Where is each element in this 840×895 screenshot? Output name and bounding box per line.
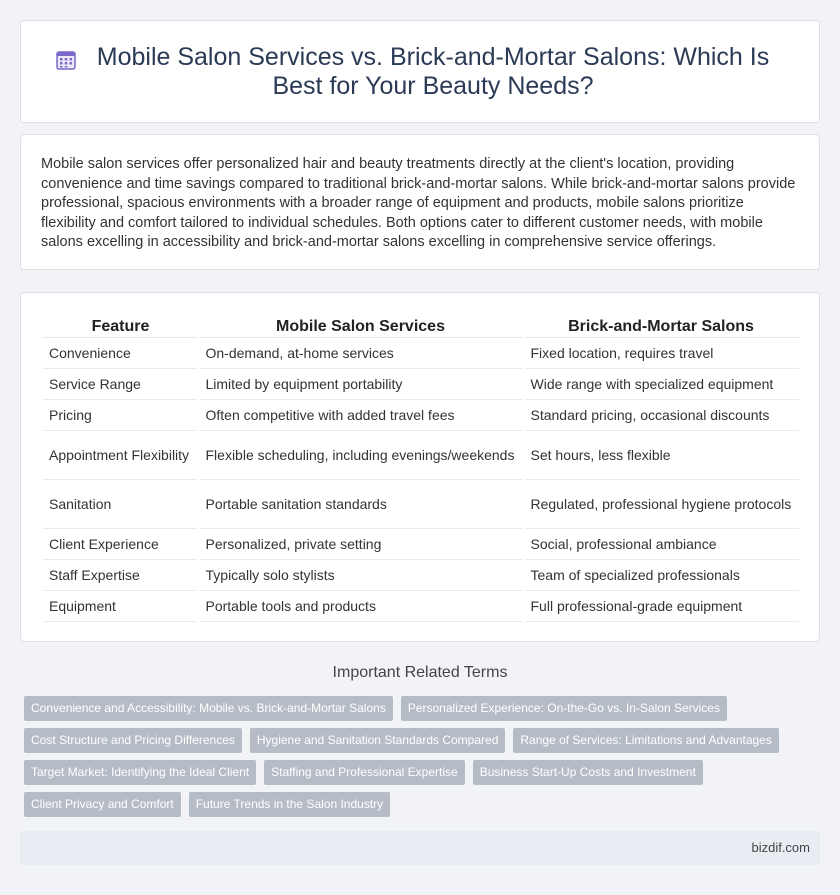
comparison-table [43, 315, 799, 622]
related-tag[interactable]: Cost Structure and Pricing Differences [24, 728, 242, 753]
table-cell: Social, professional ambiance [523, 528, 799, 559]
related-tag[interactable]: Staffing and Professional Expertise [264, 760, 465, 785]
table-cell: Equipment [43, 590, 198, 621]
table-cell: Fixed location, requires travel [523, 337, 799, 368]
table-cell: Full professional-grade equipment [523, 590, 799, 621]
table-cell: Client Experience [43, 528, 198, 559]
table-row [43, 590, 799, 621]
table-cell: Wide range with specialized equipment [523, 368, 799, 399]
table-row [43, 399, 799, 430]
table-cell: Team of specialized professionals [523, 559, 799, 590]
table-cell: Flexible scheduling, including evenings/weekends [198, 430, 523, 479]
table-cell: Typically solo stylists [198, 559, 523, 590]
related-terms-tags [24, 696, 824, 824]
footer [20, 831, 820, 865]
table-cell: Portable tools and products [198, 590, 523, 621]
related-tag[interactable]: Convenience and Accessibility: Mobile vs. Brick-and-Mortar Salons [24, 696, 393, 721]
table-cell: On-demand, at-home services [198, 337, 523, 368]
table-row [43, 479, 799, 528]
footer-site-link[interactable]: bizdif.com [751, 840, 810, 855]
table-row [43, 559, 799, 590]
table-cell: Personalized, private setting [198, 528, 523, 559]
table-cell: Regulated, professional hygiene protocols [523, 479, 799, 528]
related-tag[interactable]: Personalized Experience: On-the-Go vs. In-Salon Services [401, 696, 727, 721]
table-cell: Pricing [43, 399, 198, 430]
related-tag[interactable]: Future Trends in the Salon Industry [189, 792, 390, 817]
table-cell: Portable sanitation standards [198, 479, 523, 528]
column-header-feature: Feature [43, 315, 198, 337]
page-title: Mobile Salon Services vs. Brick-and-Mortar Salons: Which Is Best for Your Beauty Needs? [96, 42, 770, 100]
table-row [43, 430, 799, 479]
table-cell: Standard pricing, occasional discounts [523, 399, 799, 430]
related-tag[interactable]: Hygiene and Sanitation Standards Compared [250, 728, 506, 753]
title-card [20, 20, 820, 123]
intro-card [20, 134, 820, 270]
table-cell: Appointment Flexibility [43, 430, 198, 479]
table-cell: Convenience [43, 337, 198, 368]
table-row [43, 528, 799, 559]
table-row [43, 337, 799, 368]
table-cell: Often competitive with added travel fees [198, 399, 523, 430]
related-tag[interactable]: Target Market: Identifying the Ideal Client [24, 760, 256, 785]
related-tag[interactable]: Client Privacy and Comfort [24, 792, 181, 817]
table-row [43, 368, 799, 399]
related-tag[interactable]: Range of Services: Limitations and Advantages [513, 728, 778, 753]
table-cell: Set hours, less flexible [523, 430, 799, 479]
table-cell: Limited by equipment portability [198, 368, 523, 399]
comparison-card [20, 292, 820, 642]
column-header-mobile: Mobile Salon Services [198, 315, 523, 337]
table-cell: Sanitation [43, 479, 198, 528]
related-tag[interactable]: Business Start-Up Costs and Investment [473, 760, 703, 785]
intro-paragraph: Mobile salon services offer personalized hair and beauty treatments directly at the client's location, providing convenience and time savings compared to traditional brick-and-mortar salons. While brick-and-mortar salons provide professional, spacious environments with a broader range of equipment and products, mobile salons prioritize flexibility and comfort tailored to individual schedules. Both options cater to different customer needs, with mobile salons excelling in accessibility and brick-and-mortar salons excelling in comprehensive service offerings. [41, 156, 796, 251]
table-cell: Service Range [43, 368, 198, 399]
table-cell: Staff Expertise [43, 559, 198, 590]
related-terms-title: Important Related Terms [332, 664, 508, 681]
column-header-brick: Brick-and-Mortar Salons [523, 315, 799, 337]
